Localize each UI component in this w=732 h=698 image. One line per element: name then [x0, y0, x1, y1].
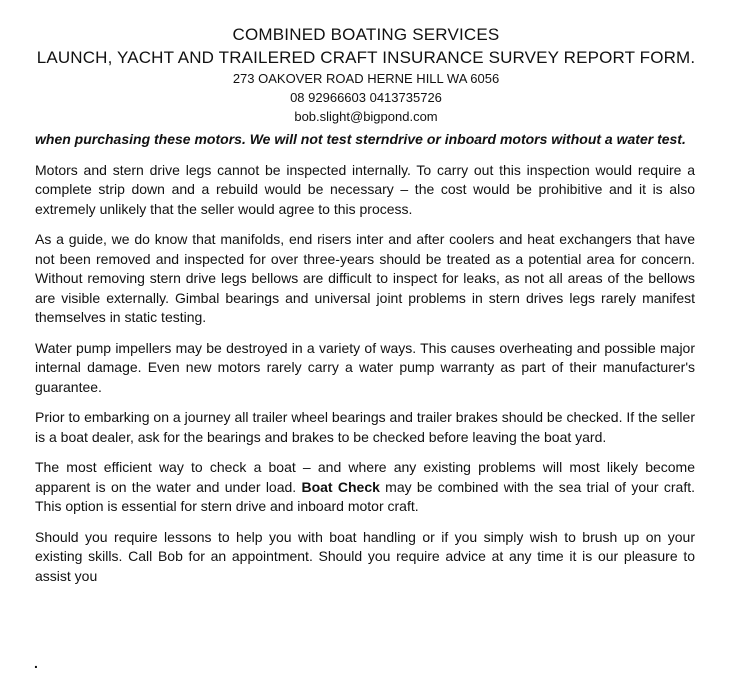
boat-check-before: The most efficient way to check a boat – and where any existing problems will most likely become apparent is on the water and under load. [35, 459, 695, 495]
paragraph-trailer: Prior to embarking on a journey all trailer wheel bearings and trailer brakes should be checked. If the seller is a boat dealer, ask for the bearings and brakes to be checked before leaving the boat yard. [35, 409, 695, 445]
intro-text-part2: . We will not test sterndrive or inboard motors without a water test. [241, 131, 686, 147]
trailing-mark: . [34, 655, 38, 671]
paragraph-boat-check [35, 458, 695, 517]
company-name: COMBINED BOATING SERVICES [232, 25, 500, 44]
boat-check-after: may be combined with the sea trial of your craft. This option is essential for stern drive and inboard motor craft. [35, 478, 695, 514]
phone-numbers: 08 92966603 0413735726 [290, 90, 442, 105]
paragraph-closing: Should you require lessons to help you with boat handling or if you simply wish to brush up on your existing skills. Call Bob for an appointment. Should you require advice at any time it is our pleasure to assist you [35, 528, 695, 584]
boat-check-bold: Boat Check [301, 478, 380, 495]
document-header [0, 24, 732, 126]
paragraph-inspection: Motors and stern drive legs cannot be inspected internally. To carry out this inspection would require a complete strip down and a rebuild would be necessary – the cost would be prohibitive and it is also extremely unlikely that the seller would agree to this process. [35, 161, 695, 217]
document-body [35, 130, 695, 597]
intro-text-part1: when purchasing these motors [35, 131, 242, 147]
intro-paragraph [35, 130, 695, 150]
email-address: bob.slight@bigpond.com [294, 109, 438, 124]
form-title: LAUNCH, YACHT AND TRAILERED CRAFT INSURANCE SURVEY REPORT FORM. [36, 48, 696, 67]
paragraph-guide: As a guide, we do know that manifolds, end risers inter and after coolers and heat exchangers that have not been removed and inspected for over three-years should be treated as a potential area for concern. Without removing stern drive legs bellows are difficult to inspect for leaks, as not all areas of the bellows are visible externally. Gimbal bearings and universal joint problems in stern drives legs rarely manifest themselves in static testing. [35, 231, 695, 325]
paragraph-water-pump: Water pump impellers may be destroyed in a variety of ways. This causes overheating and possible major internal damage. Even new motors rarely carry a water pump warranty as part of their manufacturer's guarantee. [35, 339, 695, 395]
address-line: 273 OAKOVER ROAD HERNE HILL WA 6056 [232, 71, 500, 86]
